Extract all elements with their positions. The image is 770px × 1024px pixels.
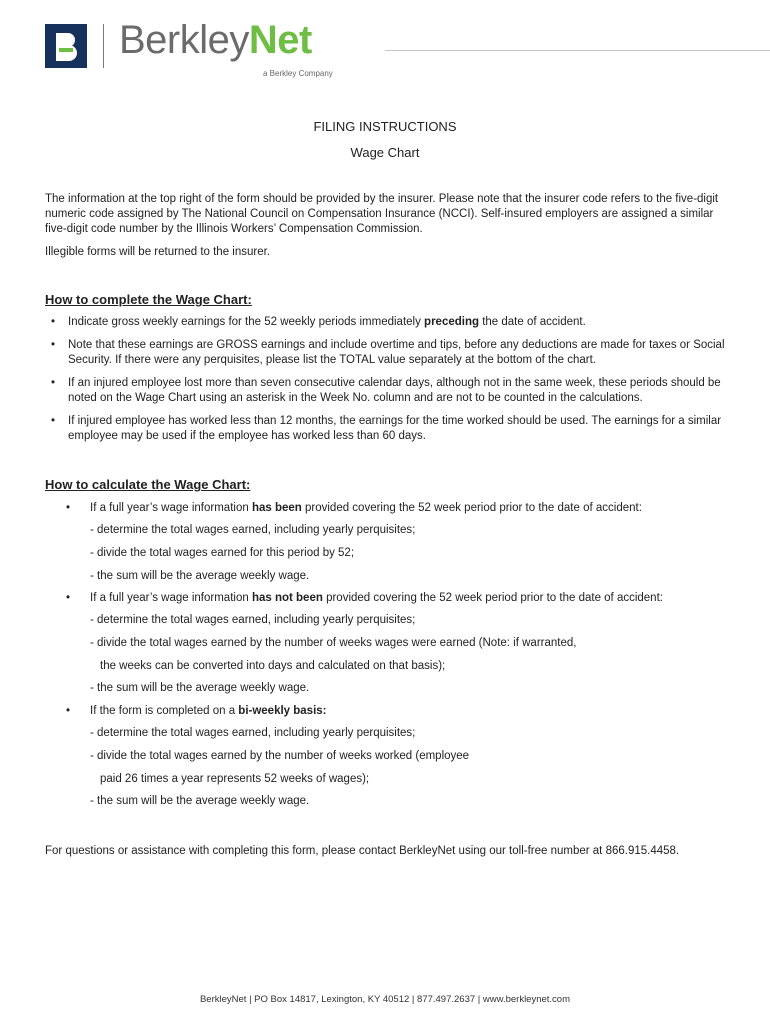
bullet-icon: • xyxy=(51,339,56,351)
calc-line-text: the weeks can be converted into days and calculated on that basis); xyxy=(100,660,446,672)
bullet-bold: has been xyxy=(251,502,302,514)
bullet-bold: bi-weekly basis: xyxy=(238,705,327,717)
bullet-text: Note that these earnings are GROSS earnings and include overtime and tips, before any deductions are made for taxes or Social Security. If there were any perquisites, please list the TOTAL value separately at the bottom of the chart. xyxy=(68,339,725,366)
calc-line-text: - divide the total wages earned for this period by 52; xyxy=(90,547,355,559)
bullet-text: Indicate gross weekly earnings for the 52 weekly periods immediately xyxy=(68,316,425,328)
logo-net: Net xyxy=(248,18,312,62)
list-item xyxy=(45,338,745,368)
calc-line-text: - divide the total wages earned by the number of weeks wages were earned (Note: if warranted, xyxy=(90,637,577,649)
calc-line-text: - determine the total wages earned, including yearly perquisites; xyxy=(90,727,416,739)
logo-b-icon xyxy=(45,24,87,68)
bullet-text: the date of accident. xyxy=(479,316,586,328)
header-rule xyxy=(385,50,770,51)
list-item xyxy=(45,315,745,330)
bullet-bold: has not been xyxy=(251,592,323,604)
complete-bullet-list xyxy=(45,315,745,452)
logo-berkley: Berkley xyxy=(119,18,249,62)
calc-line-text: paid 26 times a year represents 52 weeks of wages); xyxy=(100,773,370,785)
list-item xyxy=(45,414,745,444)
bullet-pre: If the form is completed on a xyxy=(90,705,239,717)
bullet-post: provided covering the 52 week period prior to the date of accident: xyxy=(322,592,663,604)
page-footer: BerkleyNet | PO Box 14817, Lexington, KY 40512 | 877.497.2637 | www.berkleynet.com xyxy=(199,994,571,1005)
bullet-text xyxy=(90,501,642,516)
bullet-bold: preceding xyxy=(424,316,480,328)
bullet-text xyxy=(90,704,327,719)
bullet-text: If an injured employee lost more than seven consecutive calendar days, although not in the same week, these periods should be noted on the Wage Chart using an asterisk in the Week No. column and are not to be counted in the calculations. xyxy=(68,377,721,404)
logo-wordmark xyxy=(119,18,312,63)
calc-line-text: - divide the total wages earned by the number of weeks worked (employee xyxy=(90,750,470,762)
bullet-icon: • xyxy=(66,592,71,604)
section-heading-complete: How to complete the Wage Chart: xyxy=(45,292,252,307)
bullet-icon: • xyxy=(66,705,71,717)
list-item xyxy=(45,376,745,406)
calc-line-text: - the sum will be the average weekly wage. xyxy=(90,570,310,582)
calc-line-text: - determine the total wages earned, including yearly perquisites; xyxy=(90,614,416,626)
bullet-pre: If a full year’s wage information xyxy=(90,592,252,604)
calc-line-text: - determine the total wages earned, including yearly perquisites; xyxy=(90,524,416,536)
bullet-icon: • xyxy=(51,377,56,389)
section-heading-calculate: How to calculate the Wage Chart: xyxy=(45,477,251,492)
logo-tagline: a Berkley Company xyxy=(263,69,333,78)
bullet-text xyxy=(90,591,663,606)
calc-line-text: - the sum will be the average weekly wage. xyxy=(90,795,310,807)
page-subtitle: Wage Chart xyxy=(350,145,420,160)
page-title: FILING INSTRUCTIONS xyxy=(313,119,457,134)
bullet-pre: If a full year’s wage information xyxy=(90,502,252,514)
bullet-icon: • xyxy=(51,415,56,427)
bullet-icon: • xyxy=(51,316,56,328)
contact-note: For questions or assistance with completing this form, please contact BerkleyNet using our toll-free number at 866.915.4458. xyxy=(45,845,680,857)
calc-line-text: - the sum will be the average weekly wage. xyxy=(90,682,310,694)
bullet-post: provided covering the 52 week period prior to the date of accident: xyxy=(301,502,642,514)
logo-divider xyxy=(103,24,104,68)
bullet-icon: • xyxy=(66,502,71,514)
intro-paragraph: The information at the top right of the form should be provided by the insurer. Please note that the insurer code refers to the five-digit numeric code assigned by The National Council on Compensation Insurance (NCCI). Self-insured employers are assigned a similar five-digit code number by the Illinois Workers’ Compensation Commission. xyxy=(45,193,719,235)
bullet-text: If injured employee has worked less than 12 months, the earnings for the time worked should be used. The earnings for a similar employee may be used if the employee has worked less than 60 days. xyxy=(68,415,722,442)
illegible-note: Illegible forms will be returned to the insurer. xyxy=(45,246,270,258)
